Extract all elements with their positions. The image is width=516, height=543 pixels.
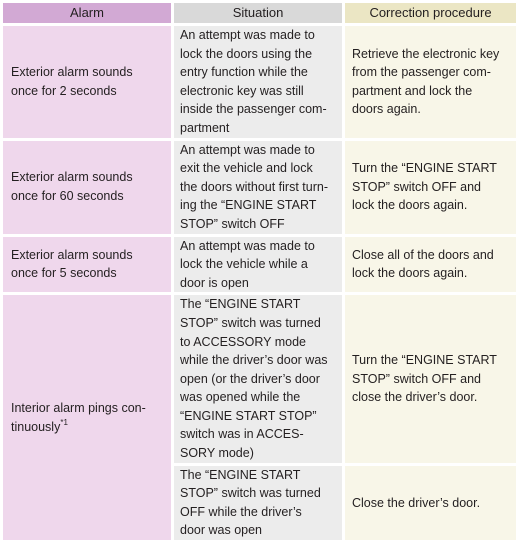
correction-text-line: lock the doors again.	[352, 198, 468, 213]
situation-text-line: The “ENGINE START	[180, 297, 301, 312]
alarm-text-line: once for 60 seconds	[11, 189, 124, 204]
situation-text-line: ing the “ENGINE START	[180, 198, 317, 213]
alarm-text-line: Exterior alarm sounds	[11, 65, 133, 80]
correction-cell	[345, 237, 516, 293]
table-row	[3, 237, 516, 293]
situation-text-line: The “ENGINE START	[180, 467, 301, 482]
alarm-text-line: Exterior alarm sounds	[11, 170, 133, 185]
correction-text-line: STOP” switch OFF and	[352, 179, 481, 194]
situation-text-line: STOP” switch OFF	[180, 216, 285, 231]
footnote-mark: *1	[60, 417, 68, 427]
situation-text-line: electronic key was still	[180, 83, 304, 98]
situation-text-line: door was open	[180, 523, 263, 538]
situation-text-line: the doors without first turn-	[180, 179, 328, 194]
alarm-text-line: Exterior alarm sounds	[11, 247, 133, 262]
header-row	[3, 3, 516, 23]
correction-cell	[345, 295, 516, 462]
situation-text-line: OFF while the driver’s	[180, 504, 302, 519]
correction-text-line: partment and lock the	[352, 83, 473, 98]
correction-text-line: Close all of the doors and	[352, 247, 494, 262]
situation-text-line: SORY mode)	[180, 446, 254, 461]
alarm-cell	[3, 237, 171, 293]
situation-cell	[174, 141, 342, 234]
situation-text-line: STOP” switch was turned	[180, 486, 321, 501]
situation-text-line: An attempt was made to	[180, 142, 315, 157]
alarm-cell	[3, 295, 171, 540]
alarm-cell	[3, 26, 171, 138]
situation-text-line: An attempt was made to	[180, 28, 315, 42]
situation-text-line: “ENGINE START STOP”	[180, 408, 317, 423]
correction-text-line: doors again.	[352, 102, 421, 117]
table-row	[3, 26, 516, 138]
situation-text-line: to ACCESSORY mode	[180, 334, 306, 349]
correction-text-line: from the passenger com-	[352, 65, 491, 80]
correction-text-line: close the driver’s door.	[352, 390, 478, 405]
header-alarm: Alarm	[3, 3, 171, 23]
situation-text-line: entry function while the	[180, 65, 308, 80]
alarm-text-line: once for 5 seconds	[11, 266, 117, 281]
situation-text-line: lock the vehicle while a	[180, 257, 308, 272]
correction-cell	[345, 26, 516, 138]
situation-cell	[174, 295, 342, 462]
situation-text-line: open (or the driver’s door	[180, 371, 320, 386]
alarm-text-line	[11, 418, 165, 437]
correction-text-line: Turn the “ENGINE START	[352, 161, 497, 176]
header-situation: Situation	[174, 3, 342, 23]
situation-cell	[174, 26, 342, 138]
situation-text-line: lock the doors using the	[180, 46, 313, 61]
alarm-text-line: Interior alarm pings con-	[11, 401, 146, 416]
correction-text-line: STOP” switch OFF and	[352, 371, 481, 386]
situation-text-line: exit the vehicle and lock	[180, 161, 313, 176]
alarm-text-fragment: tinuously	[11, 419, 61, 434]
table-row	[3, 295, 516, 462]
header-correction: Correction procedure	[345, 3, 516, 23]
situation-text-line: was opened while the	[180, 390, 301, 405]
situation-text-line: partment	[180, 120, 230, 135]
situation-text-line: inside the passenger com-	[180, 102, 327, 117]
correction-text-line: Turn the “ENGINE START	[352, 353, 497, 368]
situation-text-line: door is open	[180, 275, 249, 290]
correction-cell	[345, 466, 516, 540]
situation-text-line: while the driver’s door was	[180, 353, 328, 368]
situation-cell	[174, 237, 342, 293]
alarm-cell	[3, 141, 171, 234]
situation-text-line: switch was in ACCES-	[180, 427, 304, 442]
correction-text-line: lock the doors again.	[352, 266, 468, 281]
situation-text-line: STOP” switch was turned	[180, 315, 321, 330]
situation-text-line: An attempt was made to	[180, 238, 315, 253]
table-row	[3, 141, 516, 234]
correction-text-line: Close the driver’s door.	[352, 495, 481, 510]
situation-cell	[174, 466, 342, 540]
alarm-text-line: once for 2 seconds	[11, 83, 117, 98]
correction-text-line: Retrieve the electronic key	[352, 46, 500, 61]
correction-cell	[345, 141, 516, 234]
